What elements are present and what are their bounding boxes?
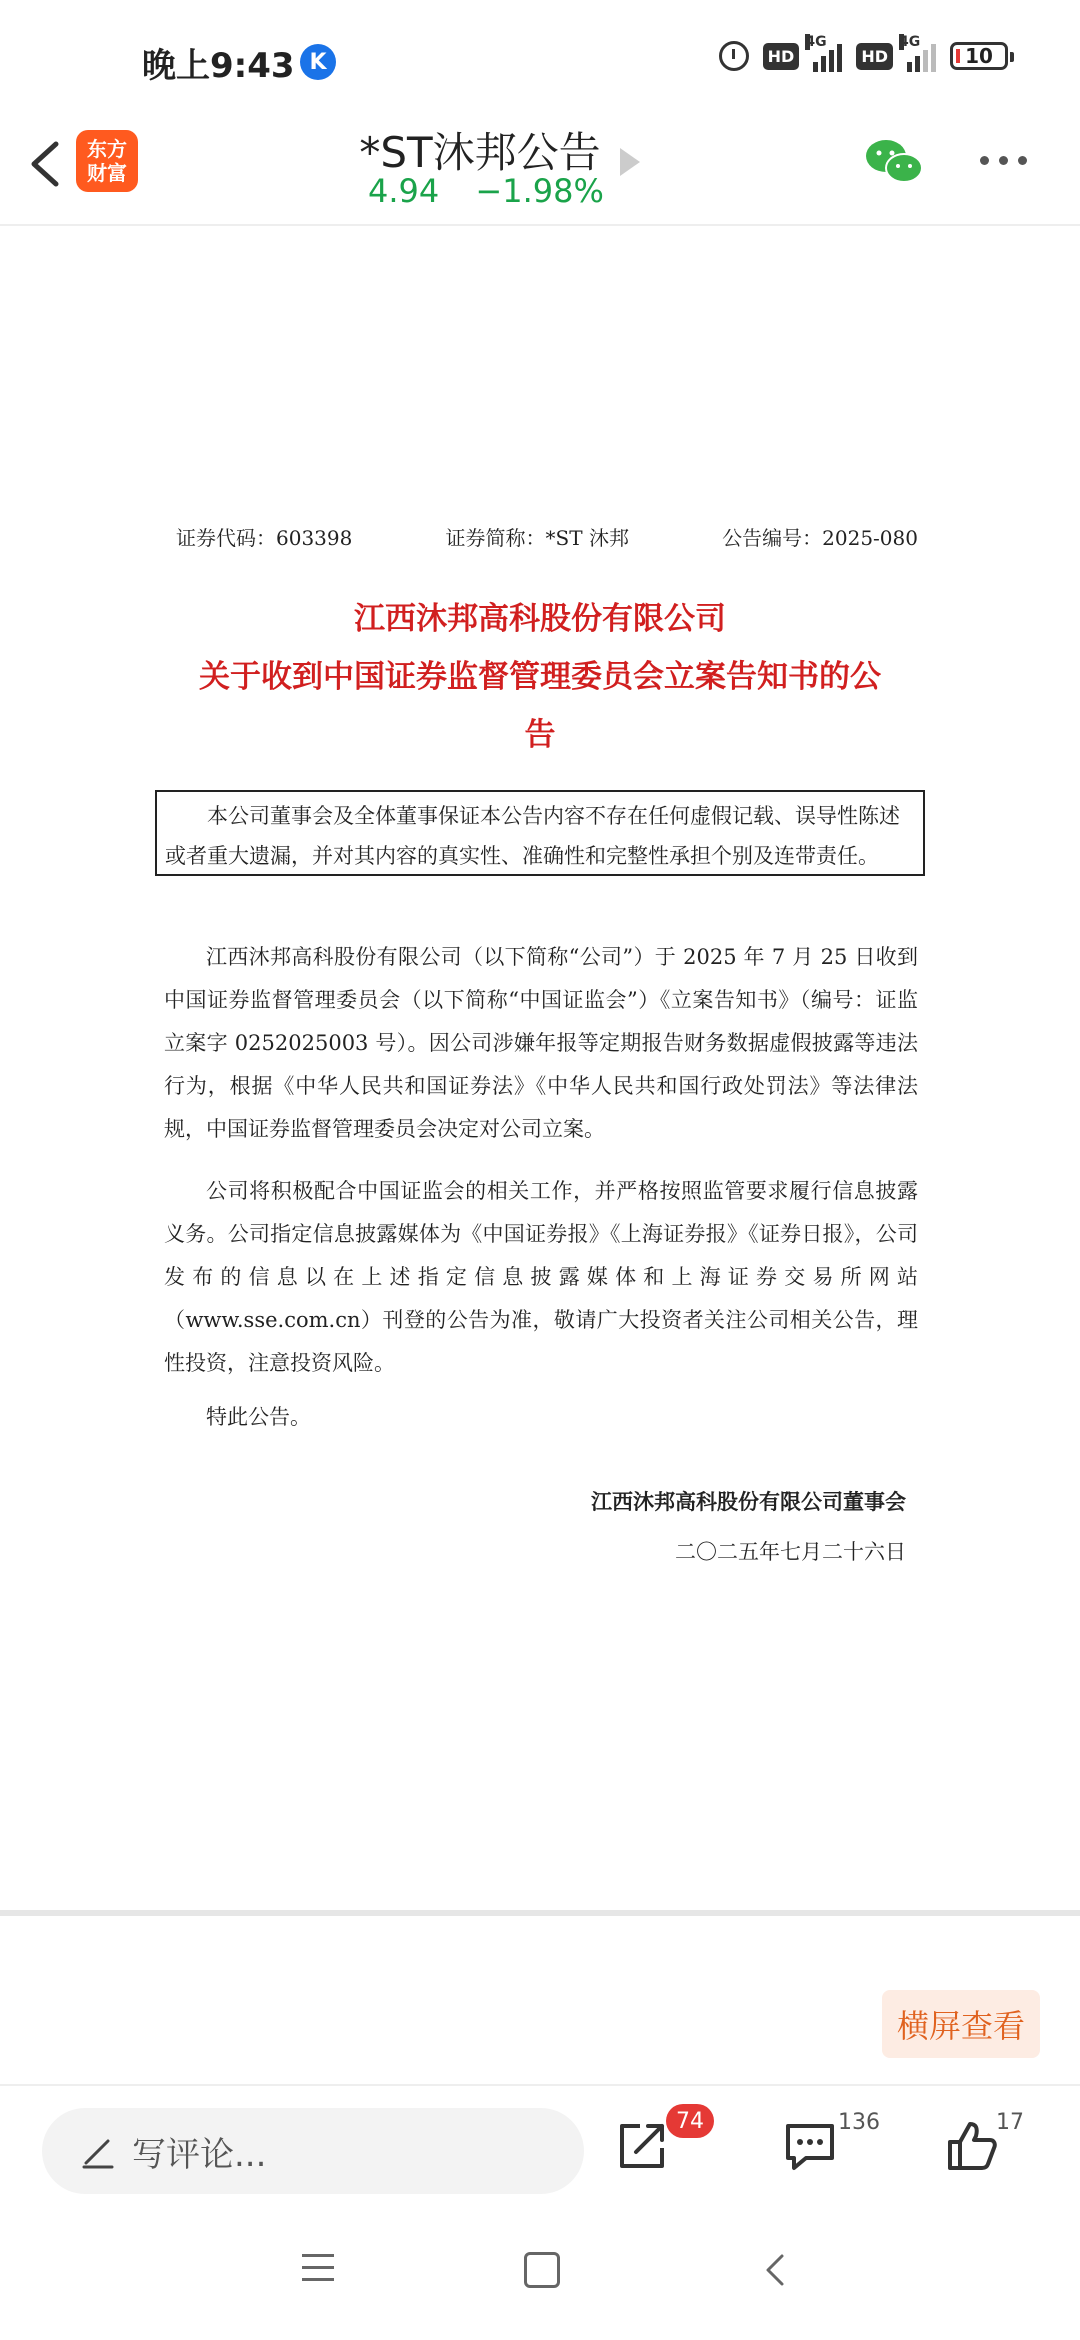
- comment-placeholder: 写评论...: [132, 2134, 267, 2175]
- battery-icon: 10: [950, 42, 1008, 70]
- comment-icon[interactable]: [780, 2116, 840, 2176]
- status-bar: [0, 0, 1080, 120]
- paragraph-2: 公司将积极配合中国证监会的相关工作，并严格按照监管要求履行信息披露义务。公司指定信息披露媒体为《中国证券报》《上海证券报》《证券日报》，公司发布的信息以在上述指定信息披露媒体和上海证券交易所网站（www.sse.com.cn）刊登的公告为准，敬请广大投资者关注公司相关公告，理性投资，注意投资风险。: [164, 1179, 918, 1375]
- security-short-name: 证券简称：*ST 沐邦: [445, 526, 629, 550]
- stock-change: −1.98%: [475, 172, 604, 210]
- share-count-badge: 74: [666, 2104, 714, 2138]
- announcement-document: [0, 226, 1080, 1911]
- page-title: *ST沐邦公告: [359, 128, 601, 177]
- document-meta: [176, 522, 918, 551]
- system-back-icon[interactable]: [756, 2250, 796, 2290]
- board-statement-box: 本公司董事会及全体董事保证本公告内容不存在任何虚假记载、误导性陈述或者重大遗漏，并对其内容的真实性、准确性和完整性承担个别及连带责任。: [155, 790, 925, 876]
- hd-icon-2: HD: [856, 43, 893, 70]
- bottom-action-bar: [0, 2084, 1080, 2214]
- logo-line1: 东方: [87, 137, 127, 161]
- network-type-label: 4G: [805, 34, 827, 50]
- alarm-icon: [719, 41, 749, 71]
- title-line-1: 江西沐邦高科股份有限公司: [354, 601, 726, 637]
- status-icons: [719, 34, 1008, 72]
- status-time: 晚上9:43: [142, 46, 295, 86]
- landscape-view-button[interactable]: 横屏查看: [882, 1990, 1040, 2058]
- thumbs-up-icon[interactable]: [942, 2116, 1002, 2176]
- title-line-3: 告: [524, 717, 556, 753]
- wechat-icon[interactable]: [864, 136, 924, 188]
- play-triangle-icon[interactable]: [620, 148, 640, 176]
- announcement-number: 公告编号：2025-080: [722, 526, 918, 550]
- document-title: [150, 590, 930, 764]
- signer: 江西沐邦高科股份有限公司董事会: [591, 1489, 906, 1514]
- comment-input[interactable]: [42, 2108, 584, 2194]
- comment-count: 136: [838, 2110, 880, 2135]
- app-notification-icon: K: [300, 44, 336, 80]
- network-type-label-2: 4G: [899, 34, 921, 50]
- share-icon[interactable]: [612, 2116, 672, 2176]
- divider: [0, 1910, 1080, 1916]
- security-code: 证券代码：603398: [176, 526, 353, 550]
- paragraph-1: 江西沐邦高科股份有限公司（以下简称“公司”）于 2025 年 7 月 25 日收到中国证券监督管理委员会（以下简称“中国证监会”）《立案告知书》（编号：证监立案字 0252025003 号）。因公司涉嫌年报等定期报告财务数据虚假披露等违法行为，根据《中华人民共和国证券法》《中华人民共和国行政处罚法》等法律法规，中国证券监督管理委员会决定对公司立案。: [164, 945, 918, 1141]
- hd-icon: HD: [763, 43, 800, 70]
- home-square-icon[interactable]: [524, 2252, 560, 2288]
- stock-quote: [368, 172, 604, 210]
- pencil-icon: [78, 2131, 118, 2171]
- system-nav-bar: [0, 2214, 1080, 2340]
- paragraph-3: 特此公告。: [206, 1405, 311, 1429]
- title-line-2: 关于收到中国证券监督管理委员会立案告知书的公: [199, 659, 881, 695]
- logo-line2: 财富: [87, 161, 127, 185]
- signal-icon-2: [899, 34, 936, 72]
- more-options-icon[interactable]: [980, 156, 1027, 165]
- sign-date: 二〇二五年七月二十六日: [675, 1540, 906, 1564]
- app-logo[interactable]: [76, 130, 138, 192]
- stock-price: 4.94: [368, 172, 440, 210]
- top-nav-bar: [0, 120, 1080, 226]
- signal-icon: [805, 34, 842, 72]
- back-arrow-icon[interactable]: [20, 132, 76, 196]
- like-count: 17: [996, 2110, 1024, 2135]
- recents-menu-icon[interactable]: [302, 2254, 334, 2290]
